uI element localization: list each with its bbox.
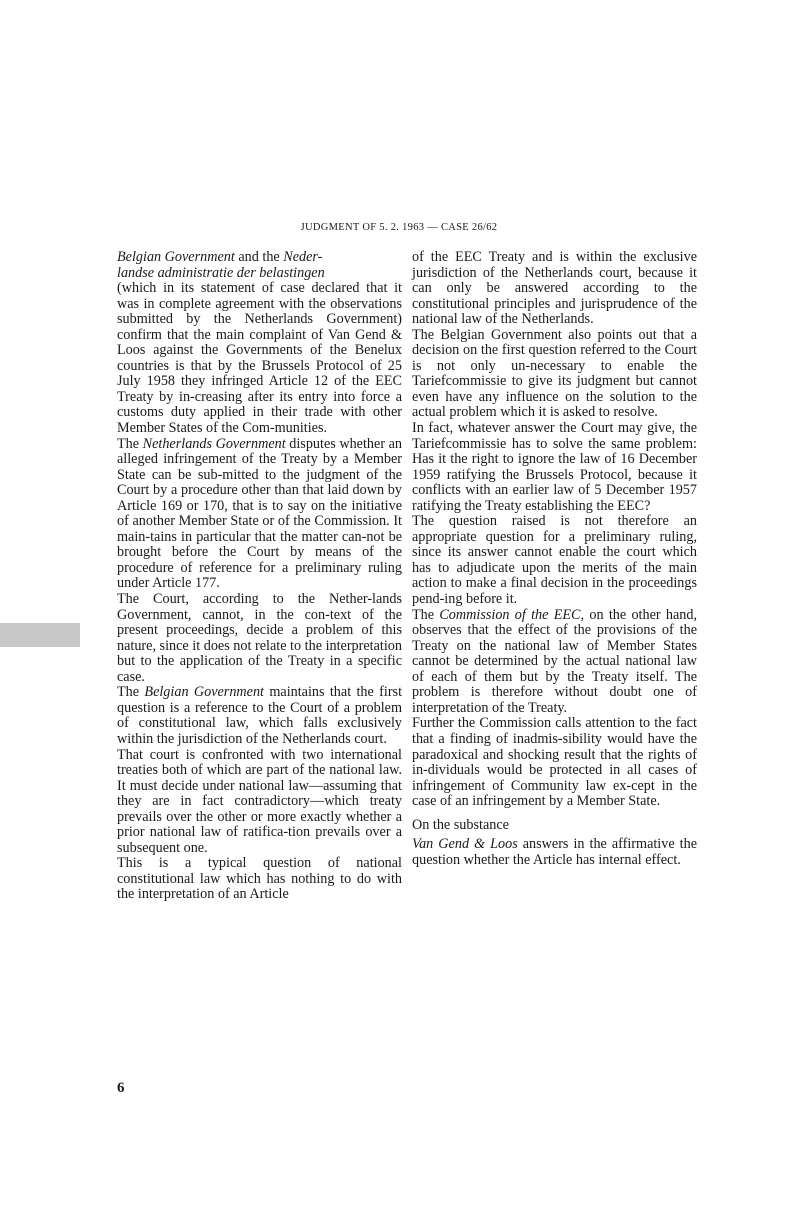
running-header: JUDGMENT OF 5. 2. 1963 — CASE 26/62: [300, 222, 498, 233]
right-column: [412, 250, 697, 868]
section-heading: On the substance: [412, 816, 509, 833]
left-paragraph-5: That court is confronted with two international treaties both of which are part of the national law. It must decide under national law—assuming that they are in fact contradictory—which treaty prevails over the other or more exactly whether a prior national law of ratifica-tion prevails over a subsequent one.: [117, 746, 402, 856]
left-paragraph-6: This is a typical question of national constitutional law which has nothing to do with the interpretation of an Article: [117, 855, 402, 903]
left-paragraph-4: The Belgian Government maintains that the first question is a reference to the Court of a problem of constitutional law, which falls exclusively within the jurisdiction of the Netherlands court.: [117, 684, 403, 747]
left-paragraph-1: Belgian Government and the Neder- landse administratie der belastingen (which in its statement of case declared that it was in complete agreement with the observations submitted by the Netherlands Government) confirm that the main complaint of Van Gend & Loos against the Governments of the Benelux countries is that by the Brussels Protocol of 25 July 1958 they infringed Article 12 of the EEC Treaty by in-creasing after its entry into force a customs duty applied in their trade with other Member States of the Com-munities.: [117, 249, 402, 437]
right-paragraph-2: The Belgian Government also points out that a decision on the first question referred to the Court is not only un-necessary to enable the Tariefcommissie to give its judgment but cannot even have any influence on the solution to the actual problem which it is asked to resolve.: [412, 326, 697, 421]
right-paragraph-7: Van Gend & Loos answers in the affirmative the question whether the Article has internal effect.: [412, 836, 697, 868]
right-paragraph-6: Further the Commission calls attention to the fact that a finding of inadmis-sibility would have the paradoxical and shocking result that the rights of in-dividuals would be protected in all cases of infringement of Community law ex-cept in the case of an infringement by a Member State.: [412, 715, 697, 810]
left-column: [117, 250, 402, 903]
side-tab-marker: [0, 623, 80, 647]
right-paragraph-4: The question raised is not therefore an appropriate question for a preliminary ruling, since its answer cannot enable the court which has to adjudicate upon the merits of the main action to make a final decision in the proceedings pend-ing before it.: [412, 513, 697, 608]
right-paragraph-1: of the EEC Treaty and is within the exclusive jurisdiction of the Netherlands court, because it can only be answered according to the constitutional principles and jurisprudence of the national law of the Netherlands.: [412, 249, 697, 328]
left-paragraph-3: The Court, according to the Nether-lands Government, cannot, in the con-text of the present proceedings, decide a problem of this nature, since it does not relate to the interpretation but to the application of the Treaty in a specific case.: [117, 591, 402, 685]
right-paragraph-5: The Commission of the EEC, on the other hand, observes that the effect of the provisions of the Treaty on the national law of Member States cannot be determined by the actual national law of each of them but by the Treaty itself. The problem is therefore without doubt one of interpretation of the Treaty.: [412, 606, 698, 716]
page-number: 6: [117, 1080, 125, 1096]
left-paragraph-2: The Netherlands Government disputes whether an alleged infringement of the Treaty by a Member State can be sub-mitted to the judgment of the Court by a procedure other than that laid down by Article 169 or 170, that is to say on the initiative of another Member State or of the Commission. It main-tains in particular that the matter can-not be brought before the Court by means of the procedure of reference for a preliminary ruling under Article 177.: [117, 435, 402, 592]
right-paragraph-3: In fact, whatever answer the Court may give, the Tariefcommissie has to solve the same problem: Has it the right to ignore the law of 16 December 1959 ratifying the Brussels Protocol, because it conflicts with an earlier law of 5 December 1957 ratifying the Treaty establishing the EEC?: [412, 420, 697, 514]
